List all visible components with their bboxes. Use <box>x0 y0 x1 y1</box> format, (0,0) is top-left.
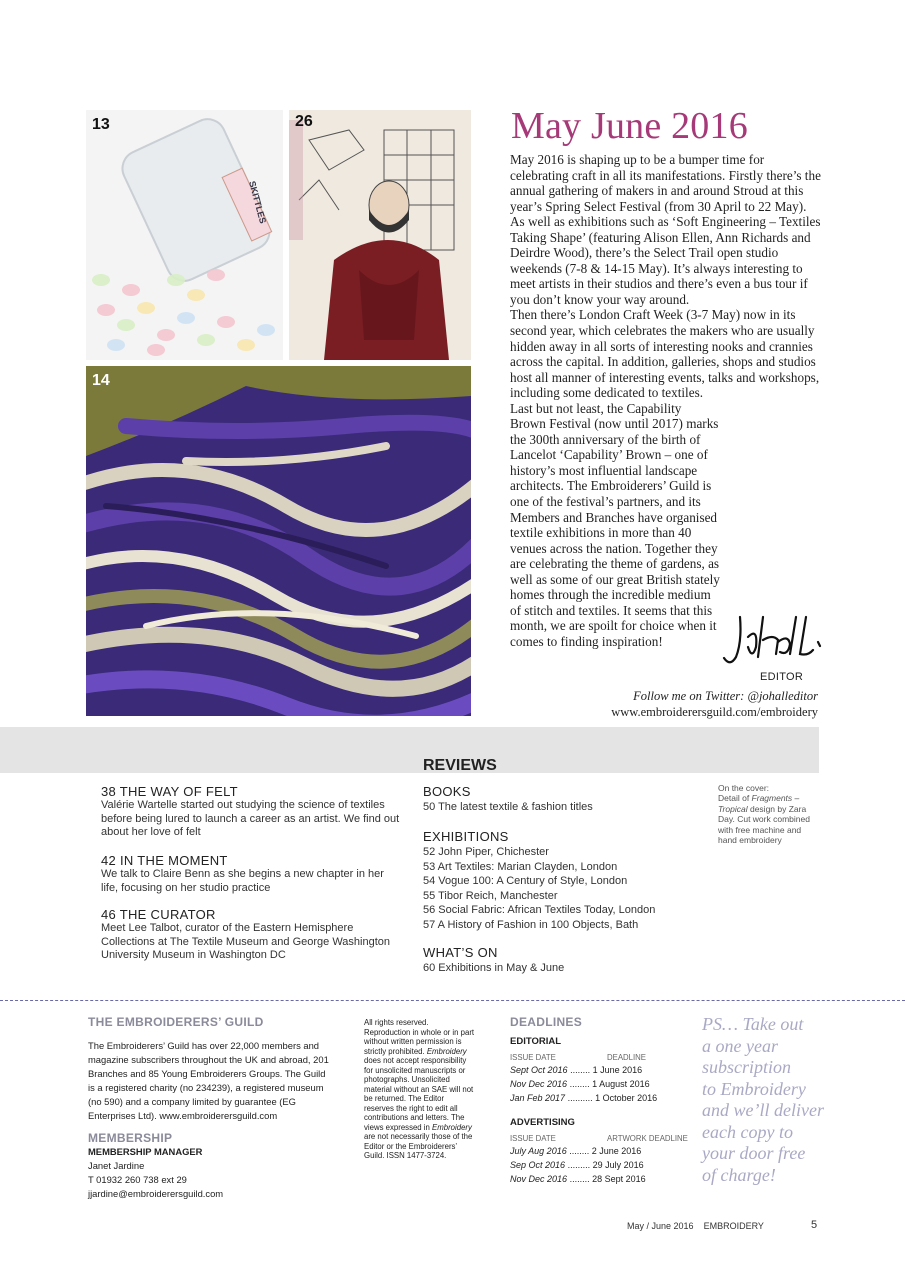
feature-item[interactable] <box>101 907 401 963</box>
reviews-books-heading: BOOKS <box>423 784 471 799</box>
review-item[interactable]: 60 Exhibitions in May & June <box>423 962 565 974</box>
photo-26-number: 26 <box>295 113 313 130</box>
guild-description: The Embroiderers’ Guild has over 22,000 members and magazine subscribers throughout the UK and abroad, 201 Branches and 85 Young Embroiderers Groups. The Guild is a registered charity (no 234239), a registered museum (no 590) and a company limited by guarantee (EG Enterprises Ltd). www.embroiderersguild.com <box>88 1040 329 1121</box>
contents-band <box>0 727 819 773</box>
deadline-row: July Aug 2016 ........ 2 June 2016 <box>510 1146 642 1156</box>
feature-item[interactable] <box>101 784 401 840</box>
feature-page: 46 <box>101 907 117 922</box>
photo-13-number: 13 <box>92 116 110 133</box>
subscription-promo[interactable]: PS… Take out a one year subscription to Embroidery and we’ll deliver each copy to your door free of charge! <box>702 1014 824 1185</box>
photo-14-number: 14 <box>92 372 110 389</box>
footer-magazine: EMBROIDERY <box>703 1221 764 1231</box>
footer-issue: May / June 2016 <box>627 1221 694 1231</box>
editorial-deadlines-heading: EDITORIAL <box>510 1036 562 1047</box>
review-item[interactable]: 50 The latest textile & fashion titles <box>423 801 593 813</box>
deadline-row: Nov Dec 2016 ........ 1 August 2016 <box>510 1079 650 1089</box>
reviews-heading: REVIEWS <box>423 757 497 774</box>
reviews-exhibitions-list <box>423 845 655 933</box>
membership-phone: T 01932 260 738 ext 29 <box>88 1174 187 1185</box>
photo-13-skittles-jar <box>86 110 283 360</box>
reviews-whatson-heading: WHAT’S ON <box>423 945 498 960</box>
advertising-deadlines-heading: ADVERTISING <box>510 1117 575 1128</box>
membership-name: Janet Jardine <box>88 1160 145 1171</box>
page-number: 5 <box>811 1219 818 1231</box>
editorial-paragraph-2: Then there’s London Craft Week (3-7 May) now in its second year, which celebrates the makers who are usually hidden away in all sorts of interesting nooks and crannies across the capital. In addition, galleries, shops and studios host all manner of interesting events, talks and workshops, including some dedicated to textiles. <box>510 307 820 401</box>
feature-title: 38 THE WAY OF FELT <box>101 784 238 799</box>
page-title: May June 2016 <box>511 105 748 147</box>
portrait-illustration <box>289 110 471 360</box>
review-item[interactable]: 54 Vogue 100: A Century of Style, London <box>423 875 628 888</box>
editorial-paragraph-3: Last but not least, the Capability Brown Festival (now until 2017) marks the 300th anniversary of the birth of Lancelot ‘Capability’ Brown – one of history’s most influential landscape architects. The Embroiderers’ Guild is one of the festival’s partners, and its Members and Branches have organised textile exhibitions in more than 40 venues across the nation. Together they are celebrating the theme of gardens, as well as some of our great British stately homes through the incredible medium of stitch and textiles. It seems that this month, we are spoilt for choice when it comes to finding inspiration! <box>510 400 720 649</box>
review-item[interactable]: 55 Tibor Reich, Manchester <box>423 889 558 902</box>
editorial-paragraph-1: May 2016 is shaping up to be a bumper time for celebrating craft in all its manifestations. Firstly there’s the annual gathering of makers in and around Stroud at this year’s Spring Select Festival (from 30 April to 22 May). As well as exhibitions such as ‘Soft Engineering – Textiles Taking Shape’ (featuring Alison Ellen, Ann Richards and Deirdre Wood), there’s the Select Trail open studio weekends (7-8 & 14-15 May). It’s always interesting to meet artists in their studios and there’s even a bus tour if you don’t know your way around. <box>510 152 821 307</box>
photo-14-embroidery-detail <box>86 366 471 716</box>
feature-item[interactable] <box>101 853 401 895</box>
feature-page: 38 <box>101 784 117 799</box>
editorial-col-issue: ISSUE DATE <box>510 1053 556 1062</box>
feature-title: 42 IN THE MOMENT <box>101 853 228 868</box>
membership-contact <box>88 1145 333 1201</box>
embroidery-illustration <box>86 366 471 716</box>
feature-description: Valérie Wartelle started out studying the science of textiles before being lured to launch a career as an artist. We find out about her love of felt <box>101 799 400 839</box>
membership-email[interactable]: jjardine@embroiderersguild.com <box>88 1188 224 1199</box>
feature-description: We talk to Claire Benn as she begins a new chapter in her life, focusing on her studio practice <box>101 868 384 894</box>
editorial-col-deadline: DEADLINE <box>607 1053 646 1062</box>
section-divider <box>0 1000 905 1001</box>
deadline-row: Sept Oct 2016 ........ 1 June 2016 <box>510 1065 643 1075</box>
jar-label-text: SKITTLES <box>247 179 268 225</box>
membership-role: MEMBERSHIP MANAGER <box>88 1146 203 1157</box>
reviews-books-list <box>423 800 593 815</box>
guild-heading: THE EMBROIDERERS’ GUILD <box>88 1015 264 1029</box>
page-footer <box>627 1221 764 1231</box>
reviews-whatson-list <box>423 961 564 976</box>
review-item[interactable]: 52 John Piper, Chichester <box>423 846 549 858</box>
deadline-row: Nov Dec 2016 ........ 28 Sept 2016 <box>510 1174 646 1184</box>
twitter-handle[interactable]: Follow me on Twitter: @johalleditor <box>633 689 818 703</box>
deadlines-heading: DEADLINES <box>510 1015 583 1029</box>
advertising-col-deadline: ARTWORK DEADLINE <box>607 1134 688 1143</box>
feature-page: 42 <box>101 853 117 868</box>
review-item[interactable]: 53 Art Textiles: Marian Clayden, London <box>423 860 618 873</box>
jar-illustration <box>86 110 283 360</box>
rights-notice: All rights reserved. Reproduction in whole or in part without written permission is strictly prohibited. Embroidery does not accept responsibility for unsolicited manuscripts or photographs. Unsolicited material without an SAE will not be returned. The Editor reserves the right to edit all contributions and letters. The views expressed in Embroidery are not necessarily those of the Editor or the Embroiderers’ Guild. ISSN 1477-3724. <box>364 1018 475 1160</box>
cover-note: On the cover: Detail of Fragments – Tropical design by Zara Day. Cut work combined with free machine and hand embroidery <box>718 783 810 846</box>
deadline-row: Jan Feb 2017 .......... 1 October 2016 <box>510 1093 658 1103</box>
review-item[interactable]: 56 Social Fabric: African Textiles Today, London <box>423 904 656 917</box>
deadline-row: Sep Oct 2016 ......... 29 July 2016 <box>510 1160 644 1170</box>
feature-description: Meet Lee Talbot, curator of the Eastern Hemisphere Collections at The Textile Museum and George Washington University Museum in Washington DC <box>101 922 391 962</box>
editor-signature <box>718 612 823 677</box>
editorial-body <box>510 152 822 650</box>
review-item[interactable]: 57 A History of Fashion in 100 Objects, Bath <box>423 918 639 931</box>
photo-26-stitched-portrait <box>289 110 471 360</box>
editorial-website-link[interactable]: www.embroiderersguild.com/embroidery <box>611 705 818 719</box>
reviews-exhibitions-heading: EXHIBITIONS <box>423 829 509 844</box>
feature-title: 46 THE CURATOR <box>101 907 216 922</box>
editor-label: EDITOR <box>760 671 804 683</box>
advertising-col-issue: ISSUE DATE <box>510 1134 556 1143</box>
membership-heading: MEMBERSHIP <box>88 1131 173 1145</box>
